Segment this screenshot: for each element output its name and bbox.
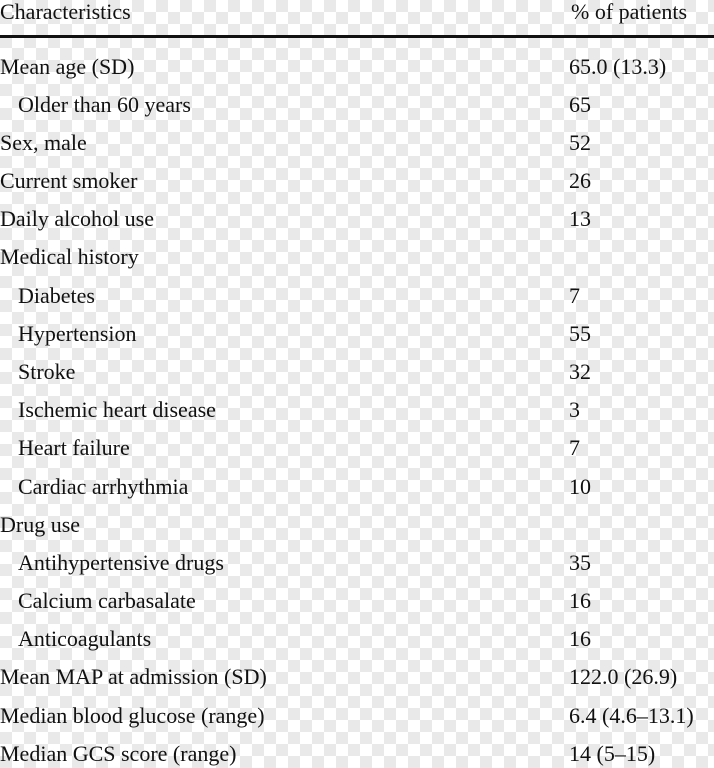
- row-value: 55: [569, 321, 591, 346]
- row-label: Mean MAP at admission (SD): [0, 664, 267, 689]
- table-row: [0, 284, 714, 310]
- table-row: [0, 207, 714, 233]
- row-value: 35: [569, 550, 591, 575]
- table-row: [0, 627, 714, 653]
- table-row: [0, 245, 714, 271]
- row-label: Sex, male: [0, 130, 87, 155]
- header-characteristics: Characteristics: [0, 0, 131, 24]
- row-label: Anticoagulants: [18, 626, 152, 651]
- table-row: [0, 665, 714, 691]
- row-value: 13: [569, 206, 591, 231]
- row-label: Heart failure: [18, 435, 130, 460]
- table-row: [0, 360, 714, 386]
- row-label: Current smoker: [0, 168, 138, 193]
- header-rule: [0, 35, 714, 38]
- table-header-row: [0, 0, 714, 24]
- row-value: 52: [569, 130, 591, 155]
- row-value: 122.0 (26.9): [569, 664, 678, 689]
- row-label: Mean age (SD): [0, 54, 135, 79]
- table-row: [0, 742, 714, 768]
- row-value: 16: [569, 626, 591, 651]
- table-row: [0, 131, 714, 157]
- row-label: Daily alcohol use: [0, 206, 154, 231]
- row-value: 26: [569, 168, 591, 193]
- row-value: 7: [569, 283, 580, 308]
- table-row: [0, 169, 714, 195]
- row-value: 65: [569, 92, 591, 117]
- table-row: [0, 55, 714, 81]
- row-label: Drug use: [0, 512, 81, 537]
- table-row: [0, 589, 714, 615]
- table-row: [0, 436, 714, 462]
- row-value: 6.4 (4.6–13.1): [569, 703, 694, 728]
- row-label: Older than 60 years: [18, 92, 191, 117]
- row-label: Cardiac arrhythmia: [18, 474, 189, 499]
- row-value: 3: [569, 397, 580, 422]
- table-row: [0, 475, 714, 501]
- row-value: 65.0 (13.3): [569, 54, 667, 79]
- row-value: 7: [569, 435, 580, 460]
- row-label: Ischemic heart disease: [18, 397, 216, 422]
- table-row: [0, 322, 714, 348]
- row-value: 14 (5–15): [569, 741, 656, 766]
- row-label: Medical history: [0, 244, 139, 269]
- header-percent-of-patients: % of patients: [571, 0, 688, 24]
- row-value: 16: [569, 588, 591, 613]
- table-row: [0, 93, 714, 119]
- table-row: [0, 513, 714, 539]
- row-label: Calcium carbasalate: [18, 588, 196, 613]
- row-label: Median GCS score (range): [0, 741, 237, 766]
- row-label: Stroke: [18, 359, 76, 384]
- row-value: 32: [569, 359, 591, 384]
- row-label: Antihypertensive drugs: [18, 550, 224, 575]
- row-label: Diabetes: [18, 283, 95, 308]
- table-row: [0, 398, 714, 424]
- table-row: [0, 704, 714, 730]
- row-label: Hypertension: [18, 321, 137, 346]
- row-label: Median blood glucose (range): [0, 703, 265, 728]
- table-row: [0, 551, 714, 577]
- row-value: 10: [569, 474, 591, 499]
